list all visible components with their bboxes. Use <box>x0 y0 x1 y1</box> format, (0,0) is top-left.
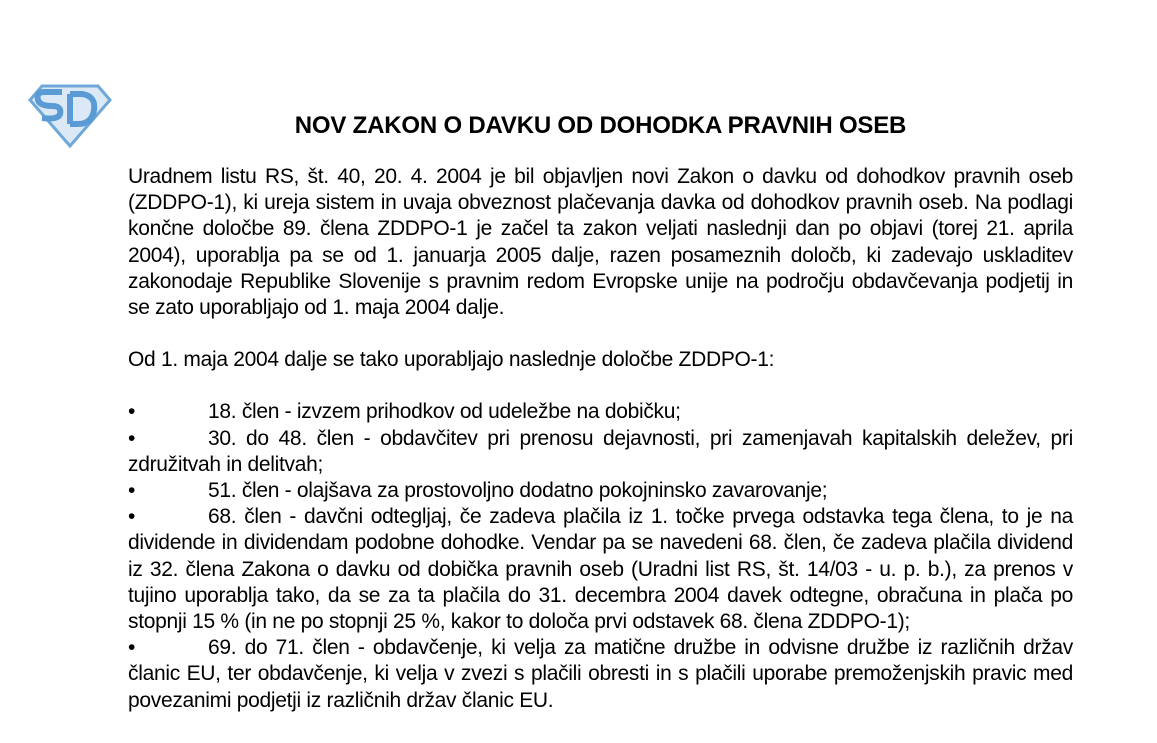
bullet: • <box>128 505 136 529</box>
list-item <box>128 399 1073 425</box>
list-item <box>128 635 1073 714</box>
document-body <box>128 164 1073 714</box>
document-title: NOV ZAKON O DAVKU OD DOHODKA PRAVNIH OSEB <box>294 112 907 139</box>
intro-paragraph: Uradnem listu RS, št. 40, 20. 4. 2004 je bil objavljen novi Zakon o davku od dohodkov pravnih oseb (ZDDPO-1), ki ureja sistem in uvaja obveznost plačevanja davka od dohodkov pravnih oseb. Na podlagi končne določbe 89. člena ZDDPO-1 je začel ta zakon veljati naslednji dan po objavi (torej 21. aprila 2004), uporablja pa se od 1. januarja 2005 dalje, razen posameznih določb, ki zadevajo uskladitev zakonodaje Republike Slovenije s pravnim redom Evropske unije na področju obdavčevanja podjetij in se zato uporabljajo od 1. maja 2004 dalje. <box>128 165 1073 320</box>
list-item-text: 69. do 71. člen - obdavčenje, ki velja za matične družbe in odvisne družbe iz različnih držav članic EU, ter obdavčenje, ki velja v zvezi s plačili obresti in s plačili uporabe premoženjskih pravic med povezanimi podjetji iz različnih držav članic EU. <box>128 636 1073 712</box>
list-item-text: 51. člen - olajšava za prostovoljno dodatno pokojninsko zavarovanje; <box>208 479 828 503</box>
list-item-text: 18. člen - izvzem prihodkov od udeležbe na dobičku; <box>208 400 681 424</box>
list-item <box>128 478 1073 504</box>
company-logo <box>28 80 112 148</box>
bullet: • <box>128 400 136 424</box>
bullet: • <box>128 636 136 660</box>
list-item <box>128 504 1073 635</box>
list-item <box>128 426 1073 478</box>
list-item-text: 68. člen - davčni odtegljaj, če zadeva plačila iz 1. točke prvega odstavka tega člena, to je na dividende in dividendam podobne dohodke. Vendar pa se navedeni 68. člen, če zadeva plačila dividend iz 32. člena Zakona o davku od dobička pravnih oseb (Uradni list RS, št. 14/03 - u. p. b.), za prenos v tujino uporablja tako, da se za ta plačila do 31. decembra 2004 davek odtegne, obračuna in plača po stopnji 15 % (in ne po stopnji 25 %, kakor to določa prvi odstavek 68. člena ZDDPO-1); <box>128 505 1073 634</box>
list-item-text: 30. do 48. člen - obdavčitev pri prenosu dejavnosti, pri zamenjavah kapitalskih deležev, pri združitvah in delitvah; <box>128 426 1073 476</box>
bullet: • <box>128 479 136 503</box>
bullet: • <box>128 426 136 450</box>
lead-paragraph: Od 1. maja 2004 dalje se tako uporabljajo naslednje določbe ZDDPO-1: <box>128 348 775 372</box>
